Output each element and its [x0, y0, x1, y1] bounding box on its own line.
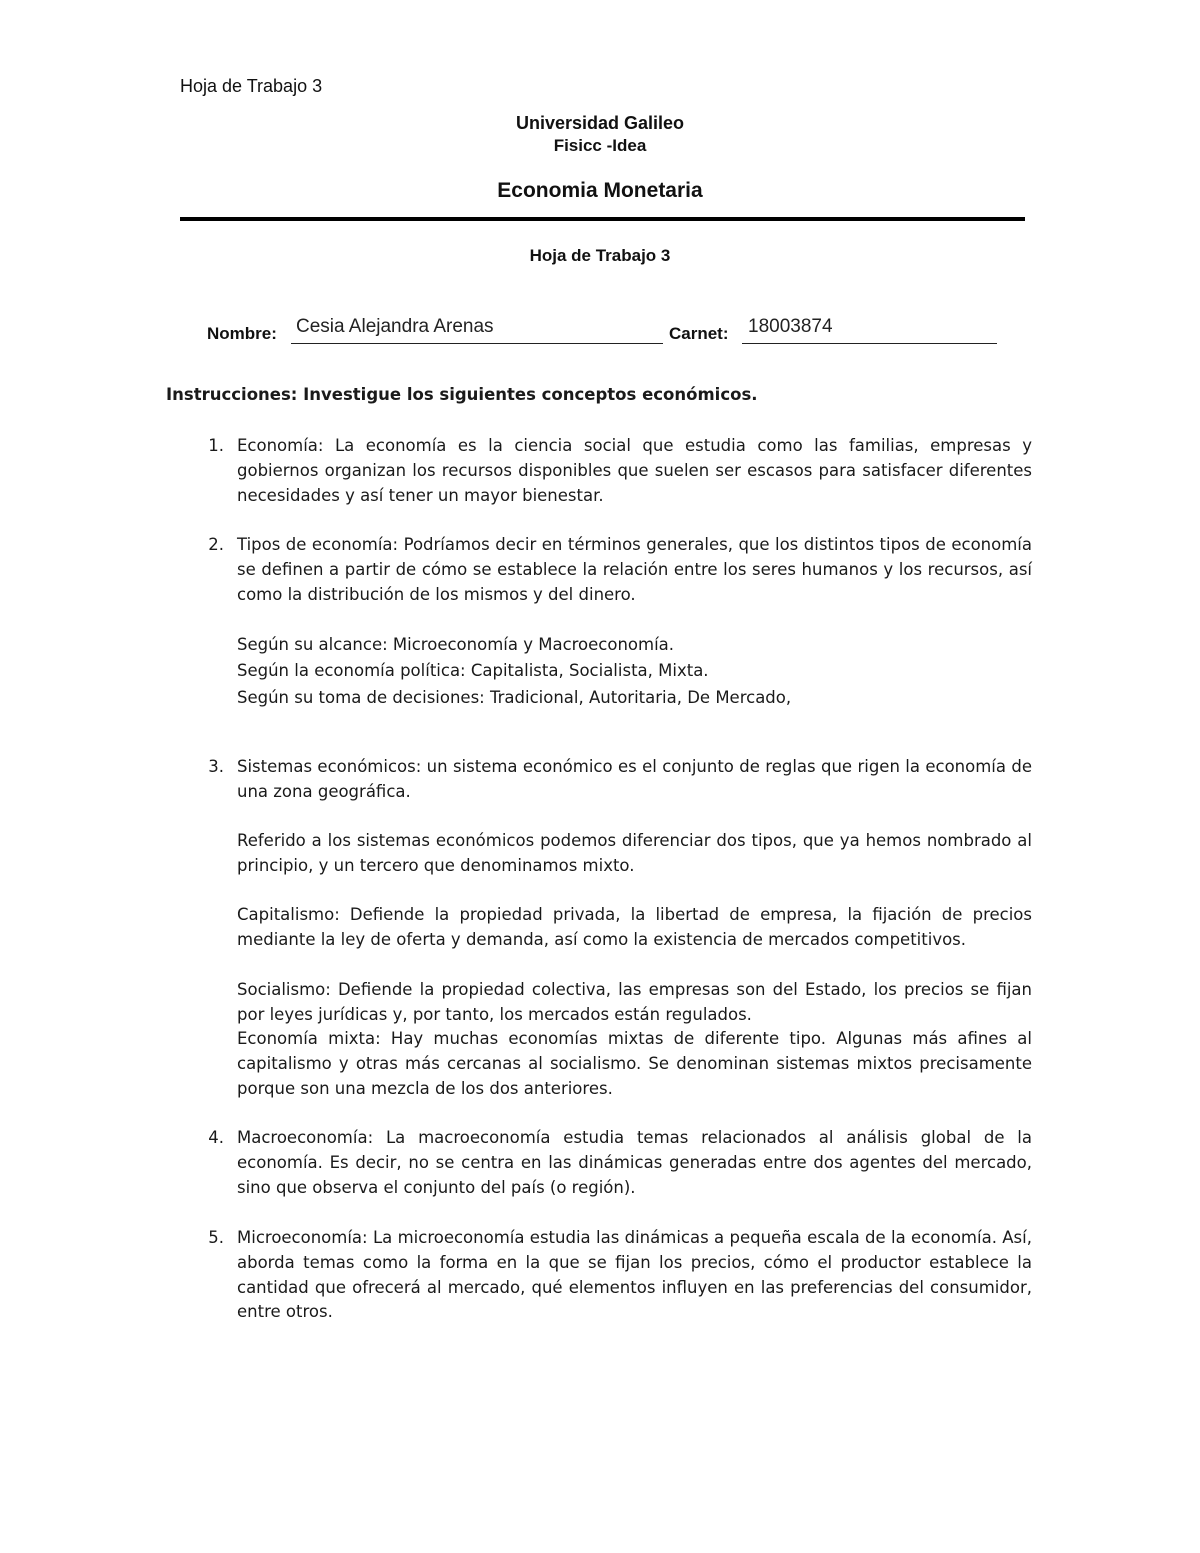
list-number: 3.: [208, 757, 224, 776]
course-title: Economia Monetaria: [497, 179, 703, 202]
faculty-name: Fisicc -Idea: [553, 136, 647, 155]
list-number: 1.: [208, 436, 224, 455]
list-item-macroeconomia: Macroeconomía: La macroeconomía estudia temas relacionados al análisis global de la economía. Es decir, no se centra en las dinámicas generadas entre dos agentes del mercado, sino que observa el conjunto del país (o región).: [237, 1128, 1032, 1197]
name-field[interactable]: Cesia Alejandra Arenas: [296, 316, 494, 337]
list-number: 4.: [208, 1128, 224, 1147]
id-label: Carnet:: [669, 324, 729, 343]
list-subline: Según su alcance: Microeconomía y Macroeconomía.: [237, 635, 675, 654]
list-item-microeconomia: Microeconomía: La microeconomía estudia las dinámicas a pequeña escala de la economía. Así, aborda temas como la forma en la que se fijan los precios, cómo el productor establece la cantidad que ofrecerá al mercado, qué elementos influyen en las preferencias del consumidor, entre otros.: [237, 1228, 1032, 1322]
page-header-label: Hoja de Trabajo 3: [180, 76, 323, 96]
university-name: Universidad Galileo: [515, 113, 685, 133]
id-field[interactable]: 18003874: [748, 316, 833, 337]
instructions-heading: Instrucciones: Investigue los siguientes conceptos económicos.: [166, 385, 758, 404]
list-number: 5.: [208, 1228, 224, 1247]
sistemas-paragraph: Referido a los sistemas económicos podemos diferenciar dos tipos, que ya hemos nombrado al principio, y un tercero que denominamos mixto.: [237, 831, 1032, 875]
economia-mixta-paragraph: Economía mixta: Hay muchas economías mixtas de diferente tipo. Algunas más afines al capitalismo y otras más cercanas al socialismo. Se denominan sistemas mixtos precisamente porque son una mezcla de los dos anteriores.: [237, 1029, 1032, 1098]
socialismo-paragraph: Socialismo: Defiende la propiedad colectiva, las empresas son del Estado, los precios se fijan por leyes jurídicas y, por tanto, los mercados están regulados.: [237, 980, 1032, 1024]
list-item-economia: Economía: La economía es la ciencia social que estudia como las familias, empresas y gobiernos organizan los recursos disponibles que suelen ser escasos para satisfacer diferentes necesidades y así tener un mayor bienestar.: [237, 436, 1032, 505]
list-subline: Según la economía política: Capitalista, Socialista, Mixta.: [237, 661, 709, 680]
list-item-sistemas-economicos: Sistemas económicos: un sistema económico es el conjunto de reglas que rigen la economía de una zona geográfica.: [237, 757, 1032, 801]
capitalismo-paragraph: Capitalismo: Defiende la propiedad privada, la libertad de empresa, la fijación de precios mediante la ley de oferta y demanda, así como la existencia de mercados competitivos.: [237, 905, 1032, 949]
header-divider: [180, 217, 1025, 221]
name-label: Nombre:: [207, 324, 277, 343]
list-item-tipos-economia: Tipos de economía: Podríamos decir en términos generales, que los distintos tipos de economía se definen a partir de cómo se establece la relación entre los seres humanos y los recursos, así como la distribución de los mismos y del dinero.: [237, 535, 1032, 604]
list-number: 2.: [208, 535, 224, 554]
list-subline: Según su toma de decisiones: Tradicional, Autoritaria, De Mercado,: [237, 688, 792, 707]
sheet-title: Hoja de Trabajo 3: [529, 246, 671, 265]
